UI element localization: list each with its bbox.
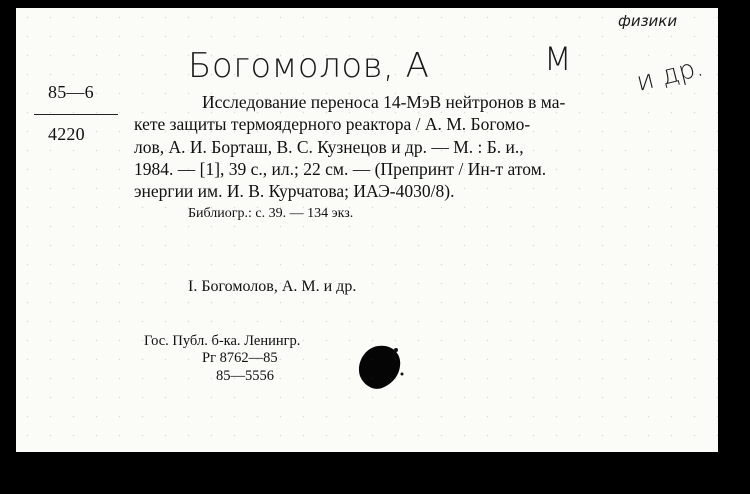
entry-line-2: кете защиты термоядерного реактора / А. М. Богомо- [134, 114, 531, 134]
library-code-2: 85—5556 [216, 368, 274, 384]
handwritten-and-others: и др. [633, 52, 707, 98]
entry-line-3: лов, А. И. Борташ, В. С. Кузнецов и др. — М. : Б. и., [134, 137, 524, 157]
entry-line-4: 1984. — [1], 39 с., ил.; 22 см. — (Препринт / Ин-т атом. [134, 159, 547, 179]
call-number-top: 85—6 [48, 82, 94, 102]
entry-line-1: Исследование переноса 14-МэВ нейтронов в ма- [202, 92, 566, 112]
handwritten-initial: М [544, 40, 572, 78]
handwritten-top-right: физики [618, 12, 678, 30]
call-number-divider [34, 114, 118, 115]
handwritten-author: Богомолов, А [188, 46, 430, 86]
call-number-bottom: 4220 [48, 124, 85, 144]
library-name: Гос. Публ. б-ка. Ленингр. [144, 333, 301, 349]
entry-line-5: энергии им. И. В. Курчатова; ИАЭ-4030/8). [134, 181, 455, 201]
library-code-1: Рг 8762—85 [202, 350, 278, 366]
ink-blot [356, 344, 406, 396]
added-entry: I. Богомолов, А. М. и др. [188, 278, 357, 295]
catalog-card [16, 8, 718, 452]
bibliography-note: Библиогр.: с. 39. — 134 экз. [188, 206, 354, 221]
